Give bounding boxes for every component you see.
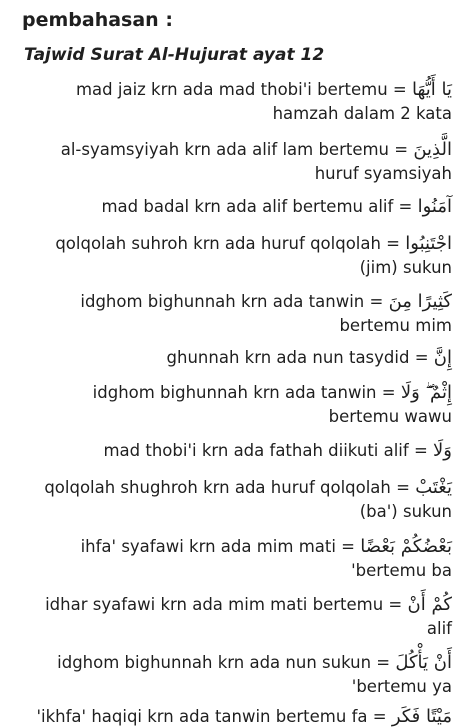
entry-line: [167, 346, 452, 370]
entry-text: mad badal krn ada alif bertemu alif =: [101, 197, 418, 216]
entry-line: [61, 138, 452, 162]
entry-arabic: أَنْ يَأْكُلَ: [395, 652, 452, 673]
entry-arabic: مَيْتًا فَكَرِ: [391, 706, 452, 727]
entry-continuation: huruf syamsiyah: [314, 164, 452, 183]
entry-text: ihfa' syafawi krn ada mim mati =: [80, 537, 361, 556]
entry-continuation: 'bertemu ya: [351, 677, 452, 696]
entry-continuation: hamzah dalam 2 kata: [272, 104, 452, 123]
entry-arabic: كَثِيرًا مِنَ: [388, 291, 452, 312]
entry-line: [45, 593, 452, 617]
entry-text: idghom bighunnah krn ada nun sukun =: [57, 653, 396, 672]
entry-text: qolqolah suhroh krn ada huruf qolqolah =: [55, 234, 406, 253]
entry-continuation: 'bertemu ba: [351, 561, 452, 580]
entry-arabic: إِنَّ: [433, 347, 452, 368]
entry-line: [101, 195, 452, 219]
entry-line: [55, 232, 452, 256]
entry-text: al-syamsyiyah krn ada alif lam bertemu =: [60, 140, 414, 159]
entry-text: 'ikhfa' haqiqi krn ada tanwin bertemu fa =: [36, 707, 392, 726]
entry-continuation: (ba') sukun: [359, 502, 452, 521]
entry-text: qolqolah shughroh krn ada huruf qolqolah =: [44, 478, 416, 497]
entry-arabic: وَلَا: [433, 440, 452, 461]
entry-arabic: إِثْمٌ ۖ وَلَا: [400, 382, 452, 403]
entry-continuation: bertemu wawu: [328, 407, 452, 426]
page-subtitle: Tajwid Surat Al-Hujurat ayat 12: [24, 45, 325, 65]
entry-text: idghom bighunnah krn ada tanwin =: [92, 383, 401, 402]
page-heading: pembahasan :: [22, 9, 173, 31]
entry-line: [81, 535, 452, 559]
entry-arabic: يَغْتَبْ: [415, 477, 452, 498]
entry-arabic: يَا أَيُّهَا: [411, 79, 452, 100]
entry-continuation: alif: [426, 619, 452, 638]
entry-text: mad jaiz krn ada mad thobi'i bertemu =: [75, 80, 412, 99]
entry-line: [36, 705, 452, 727]
entry-line: [93, 381, 452, 405]
entry-line: [57, 651, 452, 675]
entry-line: [80, 290, 452, 314]
entry-text: mad thobi'i krn ada fathah diikuti alif =: [103, 441, 434, 460]
entry-line: [103, 439, 452, 463]
entry-line: [76, 78, 452, 102]
entry-line: [44, 476, 452, 500]
entry-arabic: آمَنُوا: [417, 196, 452, 217]
entry-arabic: الَّذِينَ: [413, 139, 452, 160]
entry-arabic: كُمْ أَنْ: [407, 594, 452, 615]
entry-text: idhar syafawi krn ada mim mati bertemu =: [45, 595, 408, 614]
entry-arabic: بَعْضُكُمْ بَعْضًا: [360, 536, 452, 557]
entry-continuation: bertemu mim: [339, 316, 452, 335]
entry-text: idghom bighunnah krn ada tanwin =: [80, 292, 389, 311]
entry-text: ghunnah krn ada nun tasydid =: [166, 348, 434, 367]
entry-arabic: اجْتَنِبُوا: [405, 233, 452, 254]
entry-continuation: (jim) sukun: [359, 258, 452, 277]
